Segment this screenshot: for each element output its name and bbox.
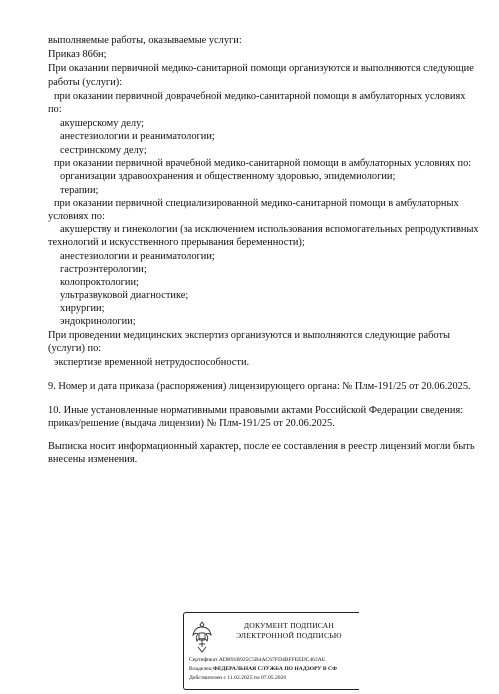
- text-line: гастроэнтерологии;: [60, 264, 147, 275]
- signature-title: ДОКУМЕНТ ПОДПИСАН ЭЛЕКТРОННОЙ ПОДПИСЬЮ: [236, 621, 342, 640]
- text-line: хирургии;: [60, 303, 105, 314]
- text-line: сестринскому делу;: [60, 145, 147, 156]
- text-line: ультразвуковой диагностике;: [60, 290, 189, 301]
- text-line: экспертизе временной нетрудоспособности.: [54, 357, 250, 368]
- validity-row: Действителен с 11.02.2025 по 07.05.2026: [189, 675, 287, 681]
- text-line: технологий и искусственного прерывания беременности);: [48, 237, 305, 248]
- certificate-row: Сертификат ADB91B925C5B4AC67FD4BFFEEDC463AE: [189, 657, 326, 663]
- text-line: При оказании первичной медико-санитарной помощи организуются и выполняются следующие: [48, 63, 474, 74]
- text-line: условиях по:: [48, 211, 105, 222]
- text-line: организации здравоохранения и общественному здоровью, эпидемиологии;: [60, 171, 396, 182]
- text-line: При проведении медицинских экспертиз организуются и выполняются следующие работы: [48, 330, 450, 341]
- item-10-text: приказ/решение (выдача лицензии) № Плм-191/25 от 20.06.2025.: [48, 418, 335, 429]
- owner-row: Владелец ФЕДЕРАЛЬНАЯ СЛУЖБА ПО НАДЗОРУ В СФ: [189, 666, 337, 672]
- text-line: эндокринологии;: [60, 316, 136, 327]
- text-line: Приказ 866н;: [48, 49, 107, 60]
- text-line: колопроктологии;: [60, 277, 139, 288]
- text-line: акушерству и гинекологии (за исключением использования вспомогательных репродуктивных: [60, 224, 479, 235]
- text-line: терапии;: [60, 185, 99, 196]
- item-9-text: 9. Номер и дата приказа (распоряжения) лицензирующего органа: № Плм-191/25 от 20.06.2025.: [48, 381, 471, 392]
- note-text: Выписка носит информационный характер, после ее составления в реестр лицензий могли быть: [48, 441, 475, 452]
- note-text: внесены изменения.: [48, 454, 138, 465]
- item-10-text: 10. Иные установленные нормативными правовыми актами Российской Федерации сведения:: [48, 405, 464, 416]
- text-line: работы (услуги):: [48, 77, 123, 88]
- text-line: анестезиологии и реаниматологии;: [60, 131, 215, 142]
- state-emblem-icon: [190, 619, 214, 655]
- text-line: при оказании первичной специализированной медико-санитарной помощи в амбулаторных: [54, 198, 459, 209]
- text-line: анестезиологии и реаниматологии;: [60, 251, 215, 262]
- text-line: по:: [48, 104, 62, 115]
- text-line: при оказании первичной доврачебной медико-санитарной помощи в амбулаторных условиях: [54, 91, 466, 102]
- text-line: акушерскому делу;: [60, 118, 145, 129]
- electronic-signature-stamp: [183, 612, 359, 690]
- text-line: выполняемые работы, оказываемые услуги:: [48, 35, 242, 46]
- text-line: (услуги) по:: [48, 343, 102, 354]
- text-line: при оказании первичной врачебной медико-санитарной помощи в амбулаторных условиях по:: [54, 158, 472, 169]
